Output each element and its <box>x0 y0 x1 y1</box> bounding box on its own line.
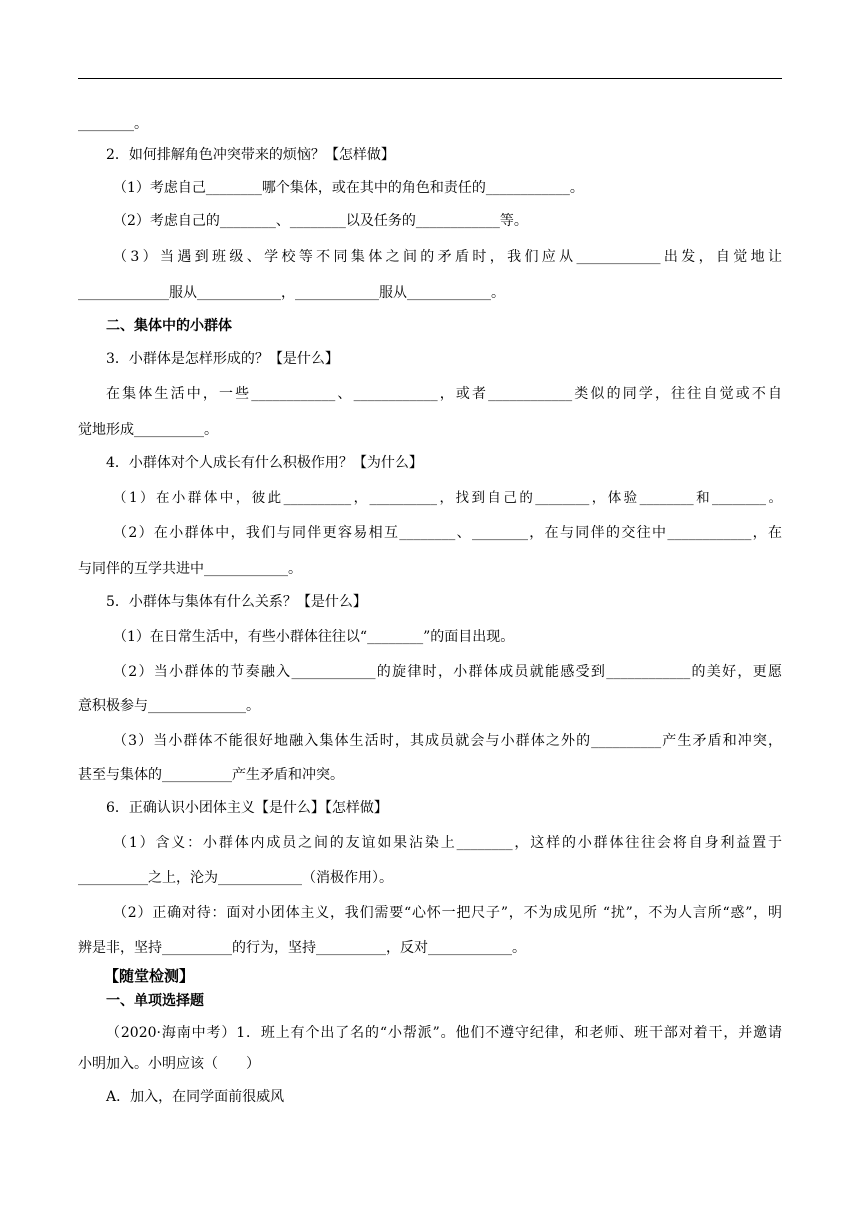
question-2: 2．如何排解角色冲突带来的烦恼？【怎样做】 <box>106 147 395 163</box>
text-line: （2）考虑自己的________、________以及任务的____________等。 <box>113 213 528 229</box>
text-line: 意积极参与______________。 <box>78 698 260 714</box>
question-3: 3．小群体是怎样形成的？【是什么】 <box>106 351 339 367</box>
text-line: （1）含义：小群体内成员之间的友谊如果沾染上________，这样的小群体往往会将自身利益置于 <box>113 835 782 851</box>
text-line: （1）在日常生活中，有些小群体往往以“________”的面目出现。 <box>113 629 515 645</box>
text-line: 与同伴的互学共进中____________。 <box>78 561 302 577</box>
section-heading: 二、集体中的小群体 <box>106 318 232 334</box>
text-line: 甚至与集体的__________产生矛盾和冲突。 <box>78 767 344 783</box>
text-line: 觉地形成__________。 <box>78 422 218 438</box>
text-line: ________。 <box>78 116 148 132</box>
question-text: 小明加入。小明应该（ ） <box>78 1056 260 1072</box>
text-line: 在集体生活中，一些____________、____________，或者____________类似的同学，往往自觉或不自 <box>106 386 782 402</box>
text-line: （2）在小群体中，我们与同伴更容易相互________、________，在与同伴的交往中____________，在 <box>113 525 782 541</box>
question-4: 4．小群体对个人成长有什么积极作用？【为什么】 <box>106 455 423 471</box>
text-line: （1）在小群体中，彼此__________，__________，找到自己的________，体验________和________。 <box>113 490 782 506</box>
option-a: A．加入，在同学面前很威风 <box>106 1089 285 1105</box>
section-title: 【随堂检测】 <box>104 967 195 985</box>
text-line: 辨是非，坚持__________的行为，坚持__________，反对____________。 <box>78 940 526 956</box>
text-line: _____________服从____________，____________服从____________。 <box>78 285 505 301</box>
question-6: 6．正确认识小团体主义【是什么】【怎样做】 <box>106 800 388 816</box>
text-line: （1）考虑自己________哪个集体，或在其中的角色和责任的____________。 <box>113 180 584 196</box>
text-line: __________之上，沦为____________（消极作用）。 <box>78 870 393 886</box>
question-text: （2020·海南中考）1．班上有个出了名的“小帮派”。他们不遵守纪律，和老师、班干部对着干，并邀请 <box>106 1025 782 1041</box>
question-5: 5．小群体与集体有什么关系？【是什么】 <box>106 594 367 610</box>
header-rule <box>78 78 782 79</box>
text-line: （2）当小群体的节奏融入____________的旋律时，小群体成员就能感受到____________的美好，更愿 <box>113 664 782 680</box>
text-line: （3）当遇到班级、学校等不同集体之间的矛盾时，我们应从____________出发，自觉地让 <box>113 249 782 265</box>
section-heading: 一、单项选择题 <box>106 993 204 1009</box>
text-line: （3）当小群体不能很好地融入集体生活时，其成员就会与小群体之外的__________产生矛盾和冲突， <box>113 733 782 749</box>
text-line: （2）正确对待：面对小团体主义，我们需要“心怀一把尺子”，不为成见所 “扰”，不为人言所“惑”，明 <box>113 905 782 921</box>
